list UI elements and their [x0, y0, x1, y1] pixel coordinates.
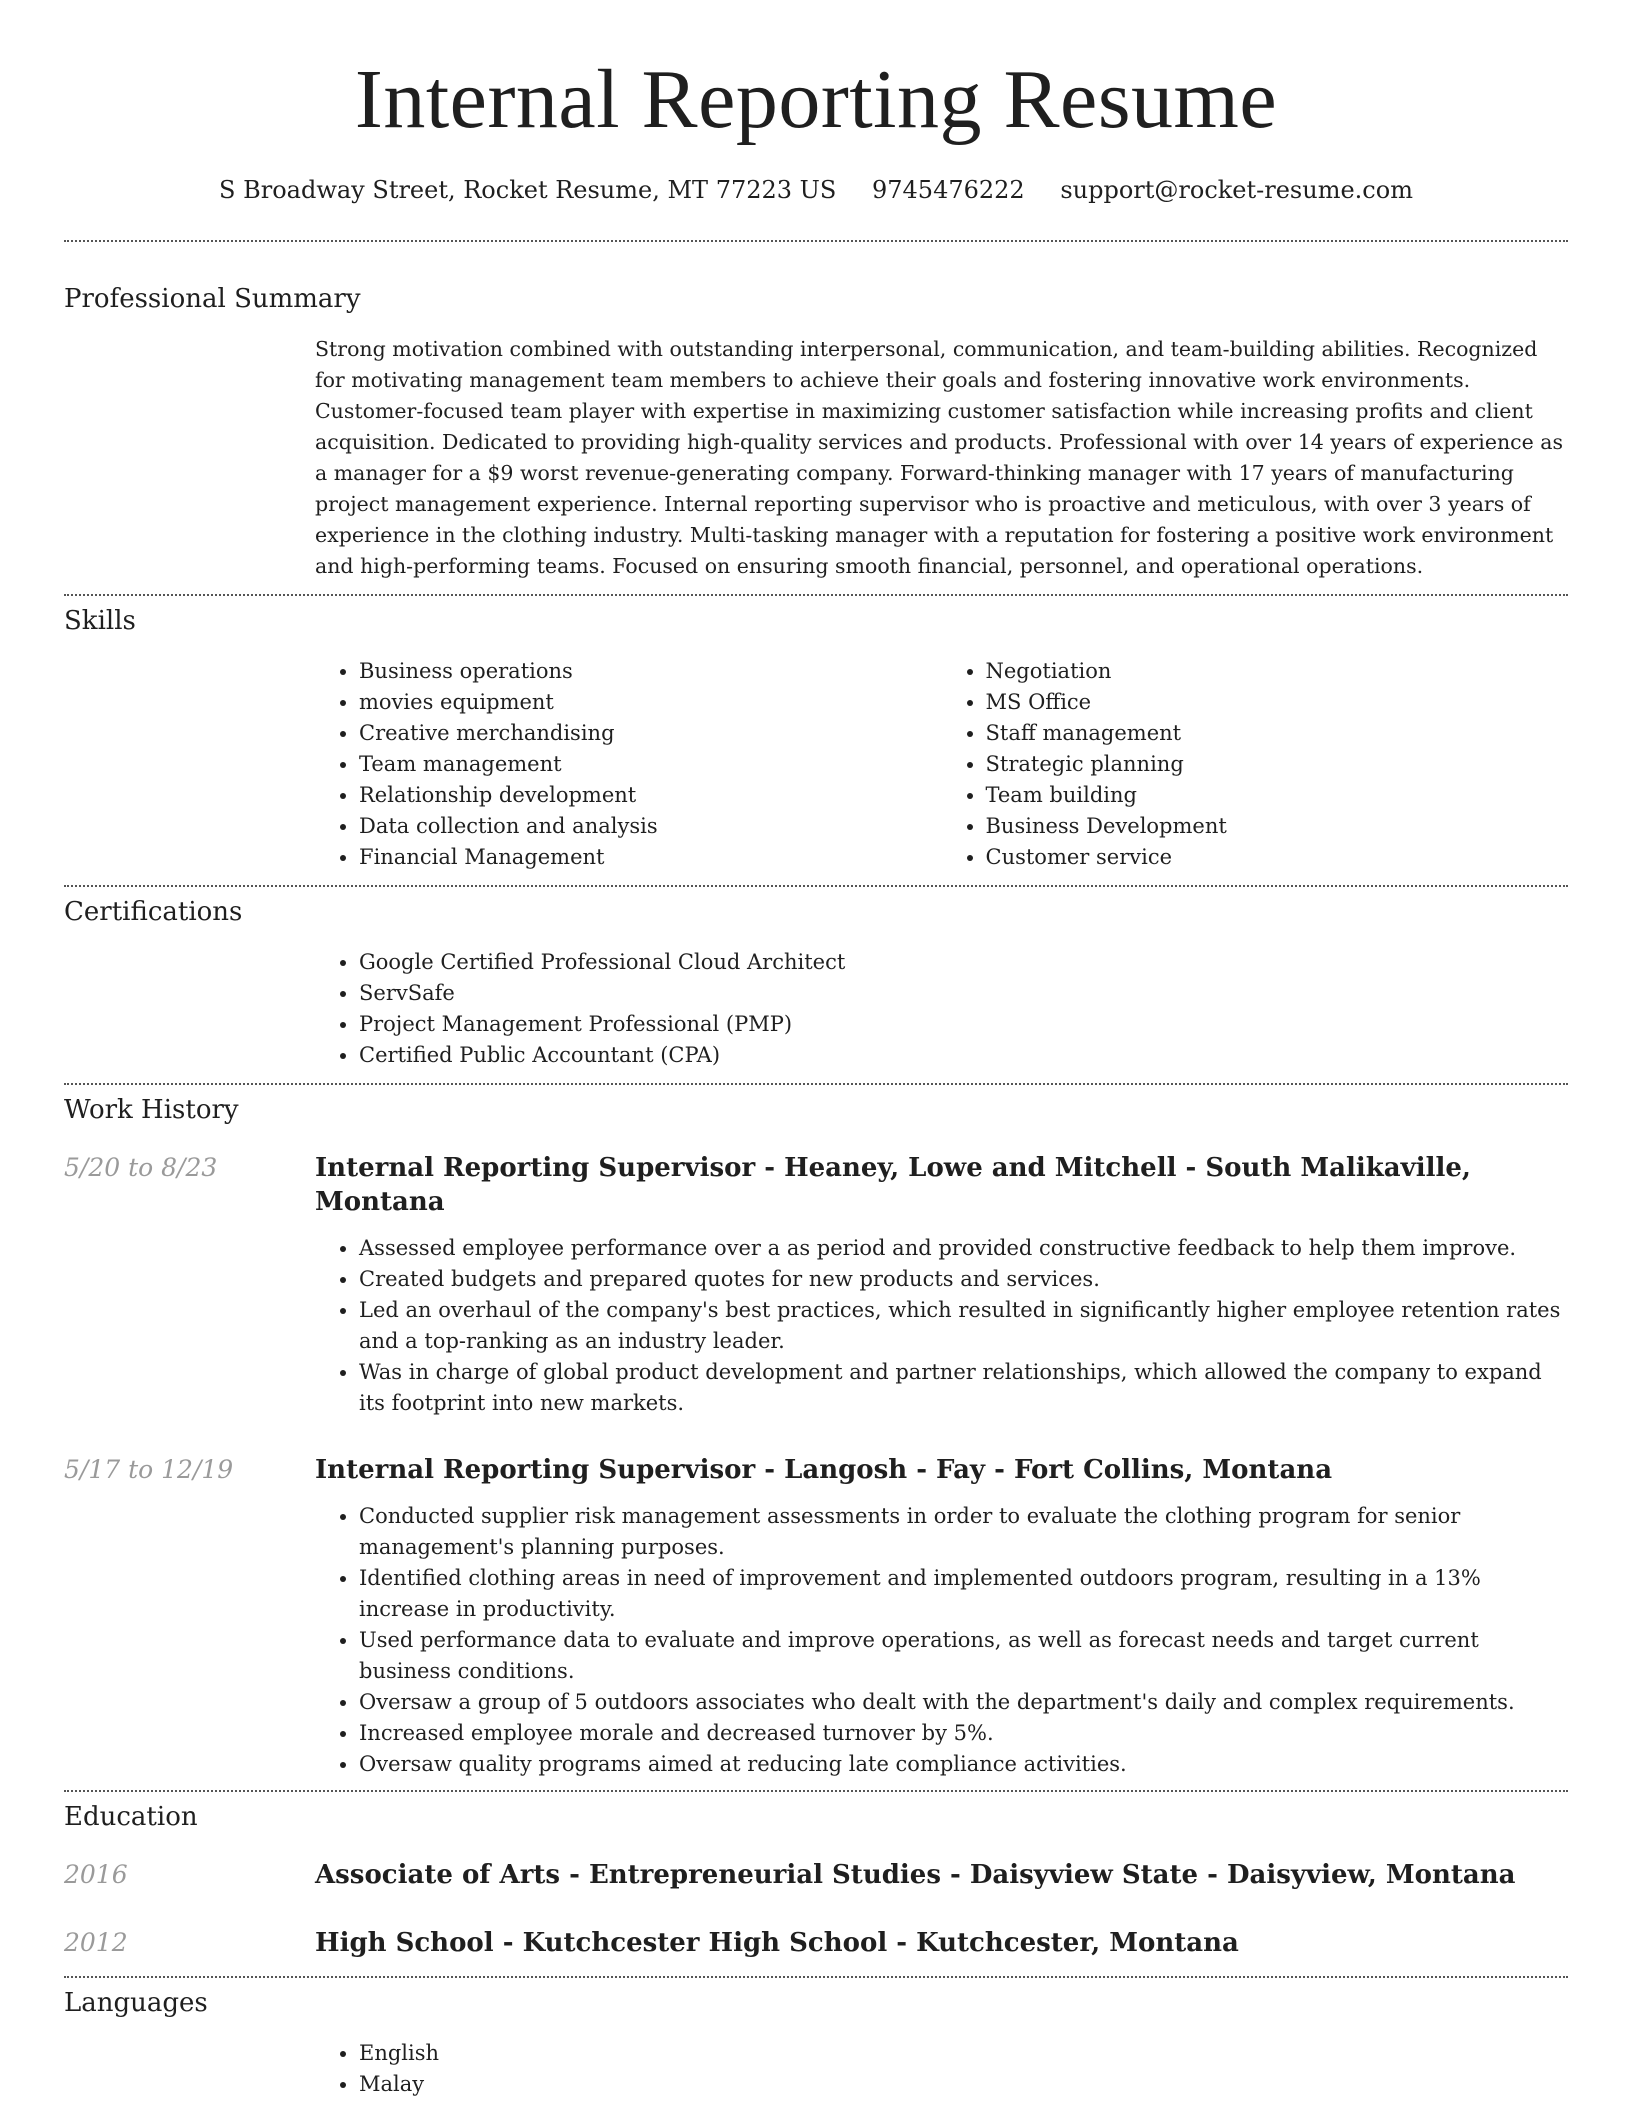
resume-header [64, 0, 1568, 206]
skill-item: • Team building [986, 780, 1569, 811]
languages-section [64, 1978, 1568, 2120]
job-role: Internal Reporting Supervisor [315, 1455, 756, 1485]
work-dates: 5/20 to 8/23 [64, 1153, 218, 1182]
summary-text: Strong motivation combined with outstanding interpersonal, communication, and team-building abilities. Recognized for motivating management team members to achieve their goals and fostering innovative work environments. Customer-focused team player with expertise in maximizing customer satisfaction while increasing profits and client acquisition. Dedicated to providing high-quality services and products. Professional with over 14 years of experience as a manager for a $9 worst revenue-generating company. Forward-thinking manager with 17 years of manufacturing project management experience. Internal reporting supervisor who is proactive and meticulous, with over 3 years of experience in the clothing industry. Multi-tasking manager with a reputation for fostering a positive work environment and high-performing teams. Focused on ensuring smooth financial, personnel, and operational operations. [315, 337, 1564, 578]
certifications-section [64, 887, 1568, 1083]
contact-line [64, 174, 1568, 206]
skill-item: • movies equipment [359, 687, 942, 718]
job-bullets [315, 1233, 1568, 1419]
job-bullets [315, 1501, 1568, 1780]
education-entry [64, 1926, 1568, 1976]
contact-address: S Broadway Street, Rocket Resume, MT 77223 US [219, 176, 837, 204]
job-bullet: • Identified clothing areas in need of improvement and implemented outdoors program, resulting in a 13% increase in productivity. [359, 1563, 1568, 1625]
skill-item: • Business operations [359, 656, 942, 687]
job-bullet: • Increased employee morale and decreased turnover by 5%. [359, 1718, 1568, 1749]
section-title-skills: Skills [64, 606, 136, 636]
education-school: Daisyview State [969, 1860, 1199, 1890]
work-title: Internal Reporting Supervisor - Heaney, Lowe and Mitchell - South Malikaville, Montana [315, 1153, 1471, 1217]
job-location: Fort Collins, Montana [1013, 1455, 1333, 1485]
skill-item: • Customer service [986, 842, 1569, 873]
job-bullet: • Conducted supplier risk management assessments in order to evaluate the clothing program for senior management's planning purposes. [359, 1501, 1568, 1563]
certification-item: • Certified Public Accountant (CPA) [359, 1040, 1568, 1071]
education-degree: High School [315, 1928, 494, 1958]
contact-phone: 9745476222 [871, 176, 1025, 204]
section-title-work: Work History [64, 1095, 239, 1125]
education-section [64, 1792, 1568, 1976]
skill-item: • MS Office [986, 687, 1569, 718]
skill-item: • Data collection and analysis [359, 811, 942, 842]
skill-item: • Creative merchandising [359, 718, 942, 749]
skills-list-right [942, 656, 1569, 873]
skill-item: • Relationship development [359, 780, 942, 811]
resume-title: Internal Reporting Resume [354, 53, 1278, 146]
job-company: Heaney, Lowe and Mitchell [784, 1153, 1177, 1183]
work-entry [64, 1151, 1568, 1419]
summary-section [64, 242, 1568, 594]
work-dates: 5/17 to 12/19 [64, 1455, 234, 1484]
education-location: Daisyview, Montana [1226, 1860, 1516, 1890]
section-title-certifications: Certifications [64, 897, 243, 927]
certification-item: • Google Certified Professional Cloud Architect [359, 947, 1568, 978]
work-entry [64, 1453, 1568, 1790]
education-title: High School - Kutchcester High School - Kutchcester, Montana [315, 1928, 1239, 1958]
skill-item: • Team management [359, 749, 942, 780]
job-bullet: • Led an overhaul of the company's best practices, which resulted in significantly higher employee retention rates and a top-ranking as an industry leader. [359, 1295, 1568, 1357]
education-location: Kutchcester, Montana [916, 1928, 1239, 1958]
work-title: Internal Reporting Supervisor - Langosh - Fay - Fort Collins, Montana [315, 1455, 1333, 1485]
skill-item: • Financial Management [359, 842, 942, 873]
job-bullet: • Created budgets and prepared quotes for new products and services. [359, 1264, 1568, 1295]
section-title-summary: Professional Summary [64, 284, 361, 314]
certification-item: • ServSafe [359, 978, 1568, 1009]
job-role: Internal Reporting Supervisor [315, 1153, 756, 1183]
education-year: 2016 [64, 1860, 128, 1889]
section-title-languages: Languages [64, 1988, 208, 2018]
skill-item: • Strategic planning [986, 749, 1569, 780]
education-year: 2012 [64, 1928, 128, 1957]
certifications-list [315, 947, 1568, 1071]
job-bullet: • Was in charge of global product development and partner relationships, which allowed the company to expand its footprint into new markets. [359, 1357, 1568, 1419]
section-title-education: Education [64, 1802, 198, 1832]
skills-list-left [315, 656, 942, 873]
skill-item: • Business Development [986, 811, 1569, 842]
job-bullet: • Oversaw a group of 5 outdoors associates who dealt with the department's daily and complex requirements. [359, 1687, 1568, 1718]
education-title: Associate of Arts - Entrepreneurial Studies - Daisyview State - Daisyview, Montana [315, 1860, 1516, 1890]
education-school: Kutchcester High School [522, 1928, 888, 1958]
skills-section [64, 596, 1568, 885]
language-item: • English [359, 2038, 1568, 2069]
languages-list [315, 2038, 1568, 2100]
language-item: • Malay [359, 2069, 1568, 2100]
job-location: South Malikaville, Montana [315, 1153, 1471, 1217]
job-bullet: • Assessed employee performance over a as period and provided constructive feedback to help them improve. [359, 1233, 1568, 1264]
education-entry [64, 1858, 1568, 1892]
certification-item: • Project Management Professional (PMP) [359, 1009, 1568, 1040]
contact-email: support@rocket-resume.com [1060, 176, 1413, 204]
job-company: Langosh - Fay [784, 1455, 986, 1485]
job-bullet: • Oversaw quality programs aimed at reducing late compliance activities. [359, 1749, 1568, 1780]
work-history-section [64, 1085, 1568, 1790]
skill-item: • Negotiation [986, 656, 1569, 687]
education-degree: Associate of Arts - Entrepreneurial Studies [315, 1860, 941, 1890]
skill-item: • Staff management [986, 718, 1569, 749]
job-bullet: • Used performance data to evaluate and improve operations, as well as forecast needs and target current business conditions. [359, 1625, 1568, 1687]
